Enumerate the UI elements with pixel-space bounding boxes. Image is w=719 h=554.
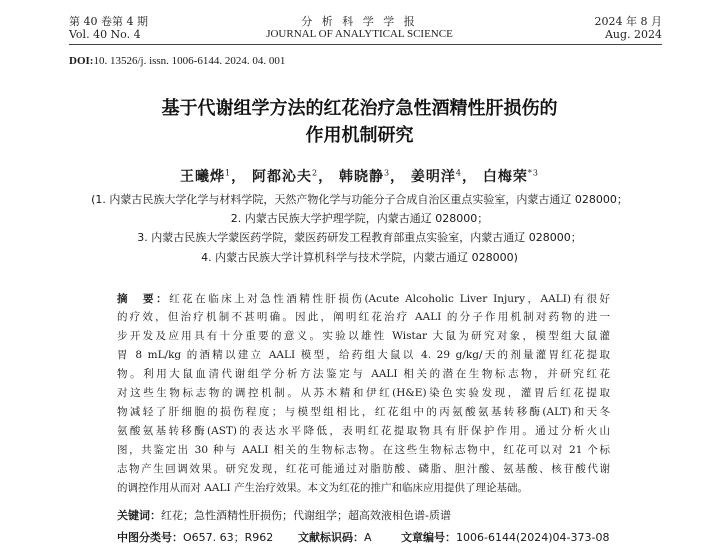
doi: [69, 55, 285, 67]
abstract-line: 胃 8 mL/kg 的酒精以建立 AALI 模型，给药组大鼠以 4. 29 g/kg/天的剂量灌胃红花提取: [117, 349, 610, 361]
author-separator: ，: [462, 169, 478, 185]
abstract-line: 步开发及应用具有十分重要的意义。实验以雄性 Wistar 大鼠为研究对象，模型组大鼠灌: [117, 330, 610, 342]
abstract-line: 志物产生回调效果。研究发现，红花可能通过对脂肪酸、磷脂、胆汁酸、氨基酸、核苷酸代谢: [117, 463, 610, 475]
abstract-label: 摘 要：: [117, 293, 170, 305]
document-code-label: 文献标识码：: [298, 531, 364, 544]
author-separator: ，: [390, 169, 406, 185]
abstract-line: 物。利用大鼠血清代谢组学分析方法鉴定与 AALI 相关的潜在生物标志物，并研究红花: [117, 368, 610, 380]
author-name: 韩晓静: [338, 169, 384, 185]
author-affiliation-mark: 4: [455, 168, 463, 178]
keywords: [117, 507, 451, 523]
publication-date-cn: 2024 年 8 月: [594, 15, 662, 28]
abstract-text: 红花在临床上对急性酒精性肝损伤(Acute Alcoholic Liver Injury，AALI)有很好: [169, 293, 611, 305]
article-number-value: 1006-6144(2024)04-373-08: [456, 531, 610, 544]
author-affiliation-mark: *3: [527, 168, 539, 178]
keywords-value: 红花；急性酒精性肝损伤；代谢组学；超高效液相色谱-质谱: [161, 509, 451, 522]
abstract-line: 图，共鉴定出 30 种与 AALI 相关的生物标志物。在这些生物标志物中，红花可以对 21 个标: [117, 444, 610, 456]
author-affiliation-mark: 1: [225, 168, 232, 178]
document-code-value: A: [364, 531, 372, 544]
author-affiliation-mark: 3: [383, 168, 391, 178]
volume-issue-cn: 第 40 卷第 4 期: [69, 15, 148, 28]
author-affiliation-mark: 2: [311, 168, 319, 178]
clc-value: O657. 63；R962: [183, 531, 274, 544]
abstract-line: 的疗效，但治疗机制不甚明确。因此，阐明红花治疗 AALI 的分子作用机制对药物的进一: [117, 311, 610, 323]
header-divider: [69, 44, 662, 45]
doi-label: DOI:: [69, 55, 94, 67]
volume-issue-en: Vol. 40 No. 4: [69, 28, 141, 41]
article-number: [401, 529, 609, 545]
author-separator: ，: [318, 169, 334, 185]
author-name: 姜明洋: [410, 169, 456, 185]
clc-number: [117, 529, 273, 545]
abstract-line: 氨酸氨基转移酶(AST)的表达水平降低，表明红花提取物具有肝保护作用。通过分析火山: [117, 425, 610, 437]
affiliation-3: 3. 内蒙古民族大学蒙医药学院，蒙医药研发工程教育部重点实验室，内蒙古通辽 028000；: [137, 231, 582, 244]
keywords-label: 关键词：: [117, 509, 161, 522]
article-number-label: 文章编号：: [401, 531, 456, 544]
affiliation-4: 4. 内蒙古民族大学计算机科学与技术学院，内蒙古通辽 028000): [201, 251, 518, 264]
author-name: 王曦烨: [180, 169, 226, 185]
journal-name-cn: 分 析 科 学 学 报: [301, 15, 418, 28]
author-list: [0, 166, 719, 186]
clc-label: 中图分类号：: [117, 531, 183, 544]
affiliation-2: 2. 内蒙古民族大学护理学院，内蒙古通辽 028000；: [230, 212, 489, 225]
abstract-line: [117, 292, 610, 306]
author-name: 阿都沁夫: [251, 169, 312, 185]
publication-date-en: Aug. 2024: [604, 28, 662, 41]
abstract-line: 的调控作用从而对 AALI 产生治疗效果。本文为红花的推广和临床应用提供了理论基础。: [117, 482, 528, 494]
journal-name-en: JOURNAL OF ANALYTICAL SCIENCE: [266, 28, 453, 40]
document-code: [298, 529, 372, 545]
author-separator: ，: [231, 169, 247, 185]
paper-title-line-2: 作用机制研究: [305, 125, 414, 146]
affiliation-1: (1. 内蒙古民族大学化学与材料学院，天然产物化学与功能分子合成自治区重点实验室，内蒙古通辽 028000；: [91, 193, 628, 206]
author-name: 白梅荣: [482, 169, 528, 185]
doi-value[interactable]: 10. 13526/j. issn. 1006-6144. 2024. 04. 001: [93, 55, 286, 67]
abstract-line: 对这些生物标志物的调控机制。从苏木精和伊红(H&E)染色实验发现，灌胃后红花提取: [117, 387, 610, 399]
abstract-line: 物减轻了肝细胞的损伤程度；与模型组相比，红花组中的丙氨酸氨基转移酶(ALT)和天冬: [117, 406, 610, 418]
paper-title-line-1: 基于代谢组学方法的红花治疗急性酒精性肝损伤的: [161, 98, 558, 119]
